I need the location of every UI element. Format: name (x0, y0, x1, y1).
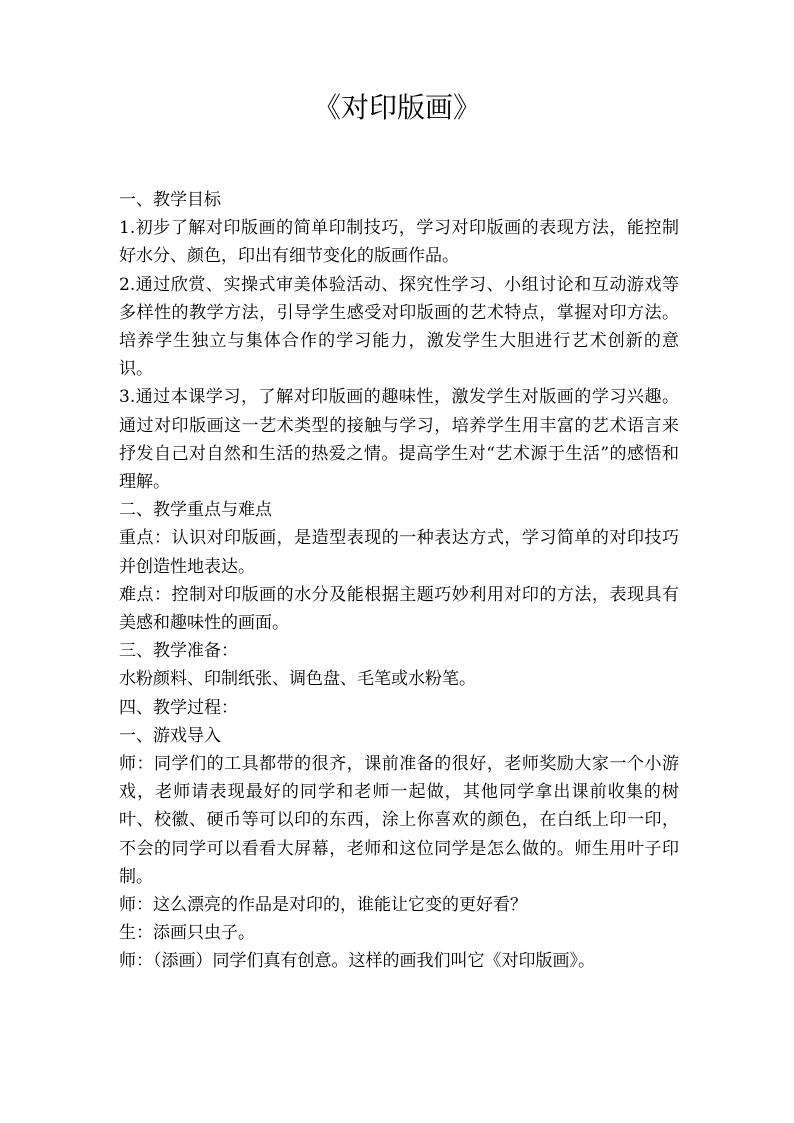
objective-1: 1.初步了解对印版画的简单印制技巧，学习对印版画的表现方法，能控制好水分、颜色，印出有细节变化的版画作品。 (119, 218, 679, 267)
document-body (119, 186, 679, 976)
subsection-heading-game: 一、游戏导入 (119, 725, 221, 746)
difficulty-paragraph: 难点：控制对印版画的水分及能根据主题巧妙利用对印的方法，表现具有美感和趣味性的画面。 (119, 584, 679, 634)
teacher-dialogue-1: 师：同学们的工具都带的很齐，课前准备的很好，老师奖励大家一个小游戏，老师请表现最好的同学和老师一起做，其他同学拿出课前收集的树叶、校徽、硬币等可以印的东西，涂上你喜欢的颜色，在白纸上印一印，不会的同学可以看看大屏幕，老师和这位同学是怎么做的。师生用叶子印制。 (119, 754, 679, 887)
objective-3: 3.通过本课学习，了解对印版画的趣味性，激发学生对版画的学习兴趣。通过对印版画这一艺术类型的接触与学习，培养学生用丰富的艺术语言来抒发自己对自然和生活的热爱之情。提高学生对“艺术源于生活”的感悟和理解。 (119, 387, 679, 493)
document-title: 《对印版画》 (312, 91, 481, 124)
section-heading-process: 四、教学过程： (119, 697, 238, 718)
teacher-dialogue-2: 师：这么漂亮的作品是对印的，谁能让它变的更好看？ (119, 895, 527, 916)
student-dialogue-1: 生：添画只虫子。 (119, 923, 255, 944)
section-heading-objectives: 一、教学目标 (119, 190, 221, 210)
objective-2: 2.通过欣赏、实操式审美体验活动、探究性学习、小组讨论和互动游戏等多样性的教学方法，引导学生感受对印版画的艺术特点，掌握对印方法。培养学生独立与集体合作的学习能力，激发学生大胆进行艺术创新的意识。 (119, 274, 679, 380)
key-point-paragraph: 重点：认识对印版画，是造型表现的一种表达方式，学习简单的对印技巧并创造性地表达。 (119, 528, 679, 577)
section-heading-preparation: 三、教学准备： (119, 641, 238, 662)
teacher-dialogue-3: 师：（添画）同学们真有创意。这样的画我们叫它《对印版画》。 (119, 951, 595, 972)
preparation-paragraph: 水粉颜料、印制纸张、调色盘、毛笔或水粉笔。 (119, 669, 476, 690)
section-heading-key-points: 二、教学重点与难点 (119, 500, 272, 521)
